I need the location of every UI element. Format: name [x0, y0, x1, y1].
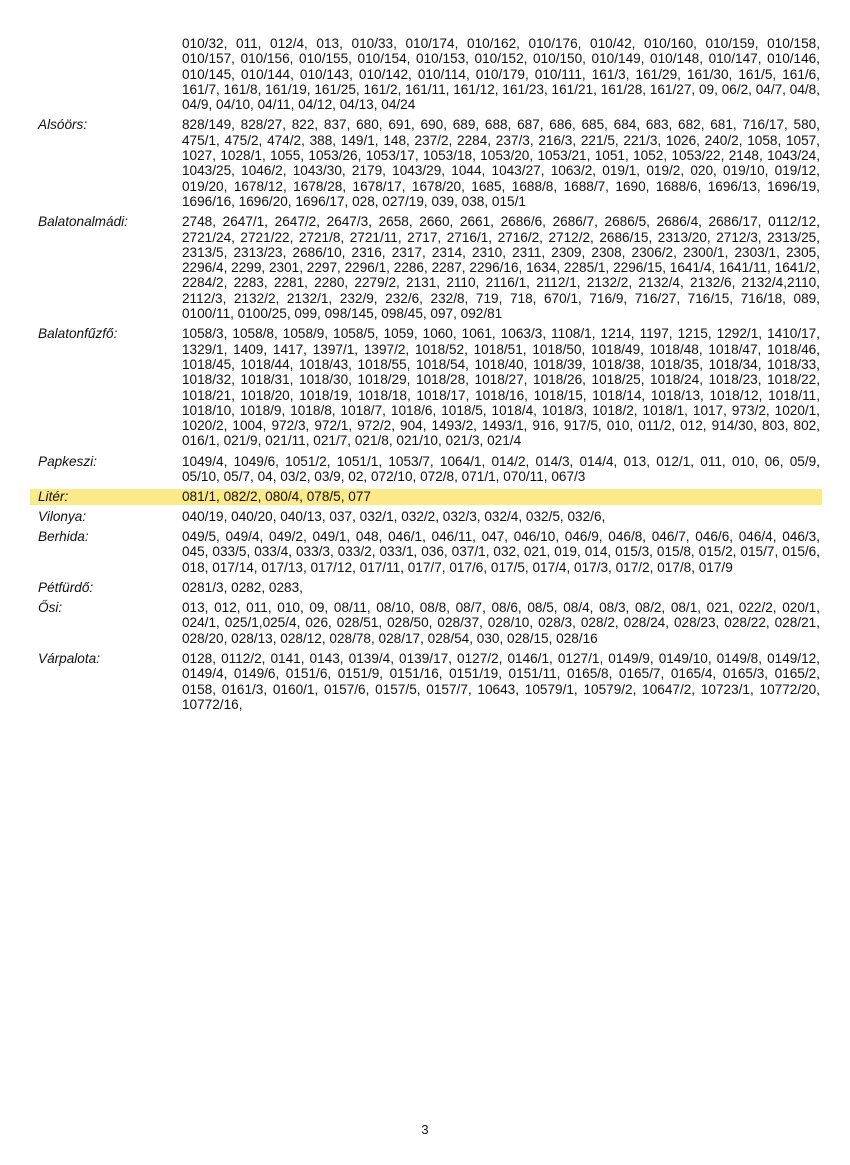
- municipality-label: Alsóörs:: [38, 117, 88, 133]
- parcel-numbers: 0128, 0112/2, 0141, 0143, 0139/4, 0139/17, 0127/2, 0146/1, 0127/1, 0149/9, 0149/10, 0149/8, 0149/12, 0149/4, 0149/6, 0151/6, 0151/9, 0151/16, 0151/19, 0151/11, 0165/8, 0165/7, 0165/4, 0165/3, 0165/2, 0158, 0161/3, 0160/1, 0157/6, 0157/5, 0157/7, 10643, 10579/1, 10579/2, 10647/2, 10723/1, 10772/20, 10772/16,: [182, 650, 820, 712]
- parcel-numbers: 010/32, 011, 012/4, 013, 010/33, 010/174, 010/162, 010/176, 010/42, 010/160, 010/159, 010/158, 010/157, 010/156, 010/155, 010/154, 010/153, 010/152, 010/150, 010/149, 010/148, 010/147, 010/146, 010/145, 010/144, 010/143, 010/142, 010/114, 010/179, 010/111, 161/3, 161/29, 161/30, 161/5, 161/6, 161/7, 161/8, 161/19, 161/25, 161/2, 161/11, 161/12, 161/23, 161/21, 161/28, 161/27, 09, 06/2, 04/7, 04/8, 04/9, 04/10, 04/11, 04/12, 04/13, 04/24: [182, 36, 820, 113]
- parcel-row-varpalota: [30, 651, 822, 712]
- municipality-label: Balatonalmádi:: [38, 214, 128, 230]
- parcel-numbers: 040/19, 040/20, 040/13, 037, 032/1, 032/2, 032/3, 032/4, 032/5, 032/6,: [182, 508, 606, 524]
- parcel-row-papkeszi: [30, 454, 822, 485]
- municipality-label: Litér:: [30, 489, 182, 504]
- municipality-label: Várpalota:: [38, 650, 100, 666]
- parcel-row-liter-highlighted: [30, 489, 822, 504]
- municipality-label: Balatonfűzfő:: [38, 326, 118, 342]
- parcel-numbers: 013, 012, 011, 010, 09, 08/11, 08/10, 08/8, 08/7, 08/6, 08/5, 08/4, 08/3, 08/2, 08/1, 021, 022/2, 020/1, 024/1, 025/1,025/4, 026, 028/51, 028/50, 028/37, 028/10, 028/3, 028/2, 028/24, 028/23, 028/22, 028/21, 028/20, 028/13, 028/12, 028/78, 028/17, 028/54, 030, 028/15, 028/16: [182, 600, 820, 646]
- parcel-row-osi: [30, 600, 822, 646]
- municipality-label: Pétfürdő:: [38, 579, 94, 595]
- parcel-numbers: 081/1, 082/2, 080/4, 078/5, 077: [182, 489, 822, 504]
- parcel-row-petfurdo: [30, 580, 822, 595]
- parcel-row-alsoors: [30, 117, 822, 209]
- parcel-numbers: 049/5, 049/4, 049/2, 049/1, 048, 046/1, 046/11, 047, 046/10, 046/9, 046/8, 046/7, 046/6, 046/4, 046/3, 045, 033/5, 033/4, 033/3, 033/2, 033/1, 036, 037/1, 032, 021, 019, 014, 015/3, 015/8, 015/2, 015/7, 015/6, 018, 017/14, 017/13, 017/12, 017/11, 017/7, 017/6, 017/5, 017/4, 017/3, 017/2, 017/8, 017/9: [182, 528, 820, 575]
- municipality-label: Vilonya:: [38, 508, 87, 524]
- municipality-label: Ősi:: [38, 600, 63, 616]
- municipality-label: [30, 36, 182, 112]
- parcel-list: [30, 36, 822, 717]
- parcel-numbers: 2748, 2647/1, 2647/2, 2647/3, 2658, 2660, 2661, 2686/6, 2686/7, 2686/5, 2686/4, 2686/17, 0112/12, 2721/24, 2721/22, 2721/8, 2721/11, 2717, 2716/1, 2716/2, 2712/2, 2686/15, 2313/20, 2712/3, 2313/25, 2313/5, 2313/23, 2686/10, 2316, 2317, 2314, 2310, 2311, 2309, 2308, 2306/2, 2300/1, 2303/1, 2305, 2296/4, 2299, 2301, 2297, 2296/1, 2286, 2287, 2296/16, 1634, 2285/1, 2296/15, 1641/4, 1641/11, 1641/2, 2284/2, 2283, 2281, 2280, 2279/2, 2131, 2110, 2116/1, 2112/1, 2132/2, 2132/4, 2132/6, 2132/4,2110, 2112/3, 2132/2, 2132/1, 232/9, 232/6, 232/8, 719, 718, 670/1, 716/9, 716/27, 716/15, 716/18, 089, 0100/11, 0100/25, 099, 098/145, 098/45, 097, 092/81: [182, 214, 820, 322]
- parcel-numbers: 0281/3, 0282, 0283,: [182, 579, 303, 595]
- page-number: 3: [421, 1122, 429, 1137]
- parcel-numbers: 1049/4, 1049/6, 1051/2, 1051/1, 1053/7, 1064/1, 014/2, 014/3, 014/4, 013, 012/1, 011, 010, 06, 05/9, 05/10, 05/7, 04, 03/2, 03/9, 02, 072/10, 072/8, 071/1, 070/11, 067/3: [182, 453, 820, 485]
- parcel-row-balatonalmadi: [30, 214, 822, 321]
- parcel-row: [30, 36, 822, 112]
- parcel-row-vilonya: [30, 509, 822, 524]
- parcel-row-berhida: [30, 529, 822, 575]
- parcel-numbers: 1058/3, 1058/8, 1058/9, 1058/5, 1059, 1060, 1061, 1063/3, 1108/1, 1214, 1197, 1215, 1292/1, 1410/17, 1329/1, 1409, 1417, 1397/1, 1397/2, 1018/52, 1018/51, 1018/50, 1018/49, 1018/48, 1018/47, 1018/46, 1018/45, 1018/44, 1018/43, 1018/55, 1018/54, 1018/40, 1018/39, 1018/38, 1018/35, 1018/34, 1018/33, 1018/32, 1018/31, 1018/30, 1018/29, 1018/28, 1018/27, 1018/26, 1018/25, 1018/24, 1018/23, 1018/22, 1018/21, 1018/20, 1018/19, 1018/18, 1018/17, 1018/16, 1018/15, 1018/14, 1018/13, 1018/12, 1018/11, 1018/10, 1018/9, 1018/8, 1018/7, 1018/6, 1018/5, 1018/4, 1018/3, 1018/2, 1018/1, 1017, 973/2, 1020/1, 1020/2, 1004, 972/3, 972/1, 972/2, 904, 1493/2, 1493/1, 916, 917/5, 010, 011/2, 012, 914/30, 803, 802, 016/1, 021/9, 021/11, 021/7, 021/8, 021/10, 021/3, 021/4: [182, 326, 820, 449]
- municipality-label: Berhida:: [38, 528, 89, 544]
- parcel-row-balatonfuzfo: [30, 326, 822, 448]
- parcel-numbers: 828/149, 828/27, 822, 837, 680, 691, 690, 689, 688, 687, 686, 685, 684, 683, 682, 681, 716/17, 580, 475/1, 475/2, 474/2, 388, 149/1, 148, 237/2, 2284, 237/3, 216/3, 221/5, 221/3, 1026, 240/2, 1058, 1057, 1027, 1028/1, 1055, 1053/26, 1053/17, 1053/18, 1053/20, 1053/21, 1051, 1052, 1053/22, 2148, 1043/24, 1043/25, 1046/2, 1043/30, 2179, 1043/29, 1044, 1043/27, 1063/2, 019/1, 019/2, 020, 019/10, 019/12, 019/20, 1678/12, 1678/28, 1678/17, 1678/20, 1685, 1688/8, 1688/7, 1690, 1688/6, 1696/13, 1696/19, 1696/16, 1696/20, 1696/17, 028, 027/19, 039, 038, 015/1: [182, 117, 820, 209]
- municipality-label: Papkeszi:: [38, 453, 97, 469]
